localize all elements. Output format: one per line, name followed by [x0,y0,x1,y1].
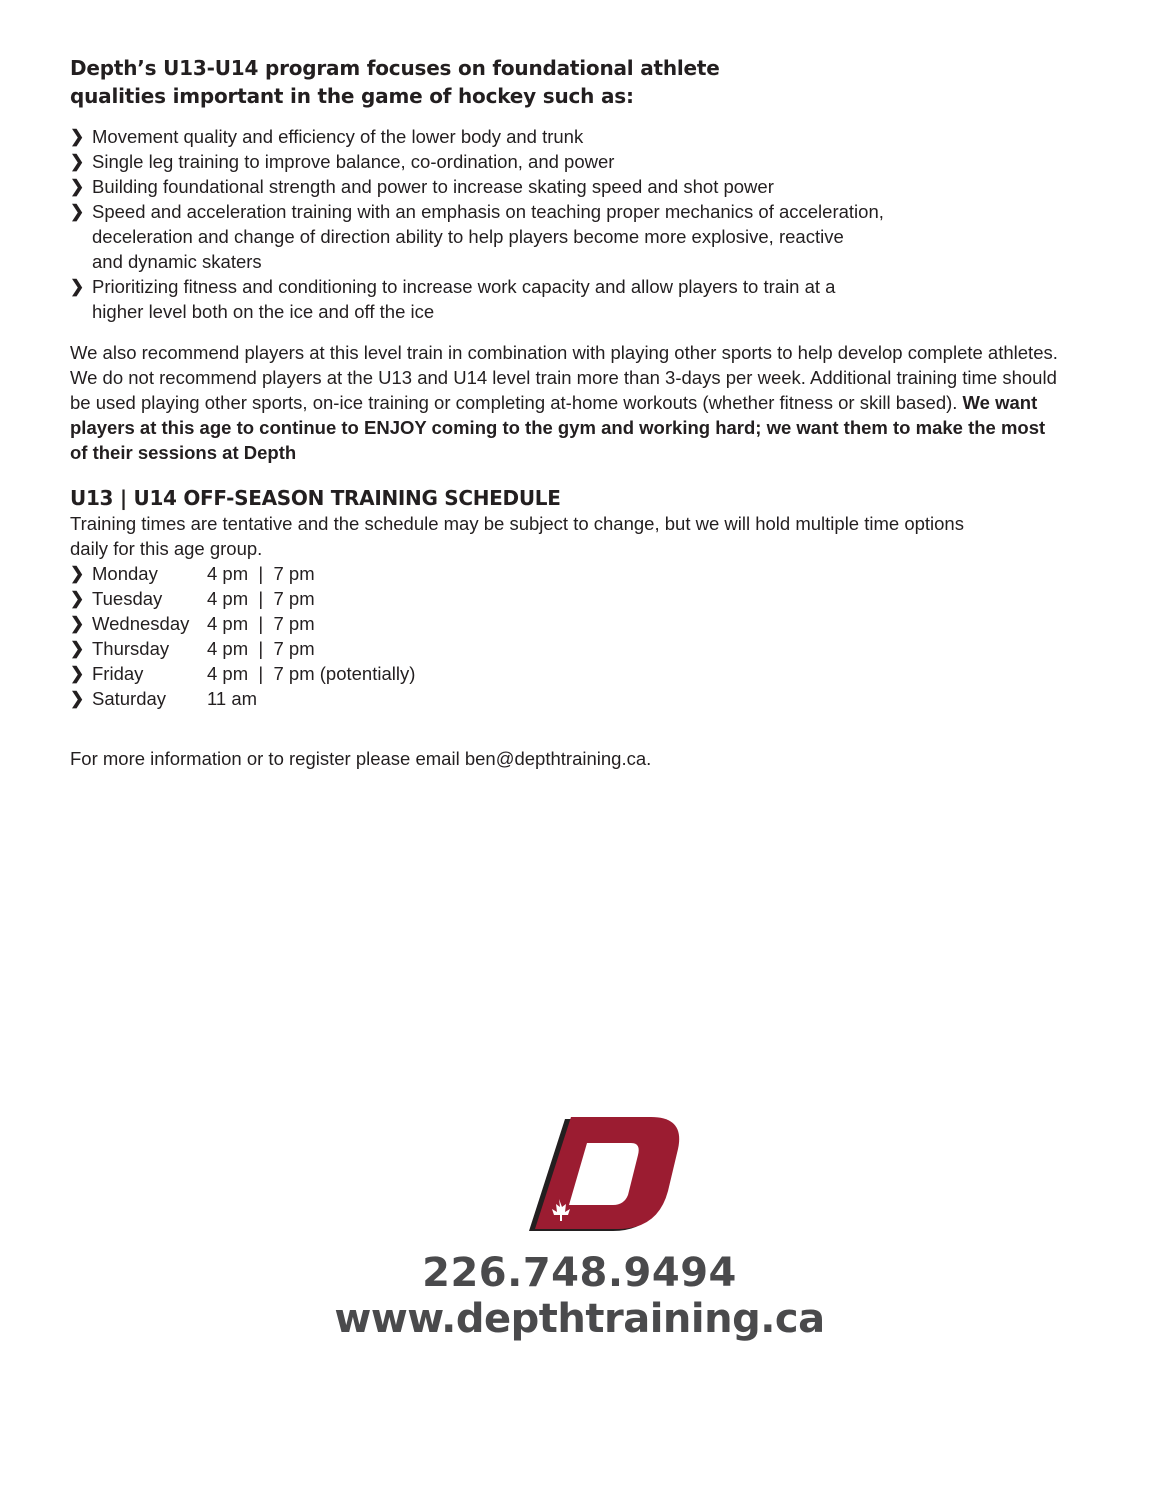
phone-number: 226.748.9494 [422,1250,737,1296]
emphasis-text: We want [962,392,1038,413]
chevron-right-icon: ❯ [70,202,85,221]
contact-line: For more information or to register please email ben@depthtraining.ca. [70,748,652,769]
schedule-day: Tuesday [92,588,163,609]
qualities-list [70,124,1100,324]
document-body [70,54,1100,771]
schedule-times: 4 pm | 7 pm [207,563,315,584]
chevron-right-icon: ❯ [70,127,85,146]
chevron-right-icon: ❯ [70,689,85,708]
schedule-times: 4 pm | 7 pm [207,613,315,634]
schedule-day: Thursday [92,638,170,659]
recommendation-paragraph: We also recommend players at this level train in combination with playing other sports to help develop complete athletes. We do not recommend players at the U13 and U14 level train more than 3-days per week. Additional training time should be used playing other sports, on-ice training or completing at-home workouts (whether fitness or skill based). We want players at this age to continue to ENJOY coming to the gym and working hard; we want them to make the most of their sessions at Depth [70,342,1058,463]
emphasis-text: of their sessions at Depth [70,442,297,463]
website-url: www.depthtraining.ca [334,1296,825,1342]
schedule-times: 4 pm | 7 pm [207,638,315,659]
schedule-day: Monday [92,563,158,584]
schedule-row [70,636,1100,661]
chevron-right-icon: ❯ [70,564,85,583]
intro-heading-line1: Depth’s U13-U14 program focuses on foundational athlete [70,56,720,80]
chevron-right-icon: ❯ [70,177,85,196]
schedule-day: Wednesday [92,613,190,634]
schedule-day: Saturday [92,688,167,709]
intro-heading-line2: qualities important in the game of hockey such as: [70,84,634,108]
schedule-day: Friday [92,663,144,684]
schedule-times: 4 pm | 7 pm (potentially) [207,663,416,684]
chevron-right-icon: ❯ [70,589,85,608]
list-item: ❯ Movement quality and efficiency of the lower body and trunk [70,126,584,147]
list-item: ❯ Prioritizing fitness and conditioning to increase work capacity and allow players to train at a higher level both on the ice and off the ice [70,276,836,322]
list-item: ❯ Speed and acceleration training with an emphasis on teaching proper mechanics of acceleration, deceleration and change of direction ability to help players become more explosive, reactive and dynamic skaters [70,201,884,272]
schedule-times: 11 am [207,688,258,709]
depth-logo [527,1117,685,1233]
schedule-row [70,561,1100,586]
chevron-right-icon: ❯ [70,614,85,633]
intro-heading [70,54,1100,110]
list-item: ❯ Single leg training to improve balance, co-ordination, and power [70,151,615,172]
schedule-list [70,561,1100,711]
schedule-times: 4 pm | 7 pm [207,588,315,609]
chevron-right-icon: ❯ [70,277,85,296]
schedule-title: U13 | U14 OFF-SEASON TRAINING SCHEDULE [70,486,561,510]
list-item: ❯ Building foundational strength and power to increase skating speed and shot power [70,176,774,197]
schedule-note: Training times are tentative and the schedule may be subject to change, but we will hold multiple time options daily for this age group. [70,513,964,559]
chevron-right-icon: ❯ [70,664,85,683]
chevron-right-icon: ❯ [70,152,85,171]
schedule-row [70,661,1100,686]
emphasis-text: players at this age to continue to ENJOY coming to the gym and working hard; we want them to make the most [70,417,1046,438]
chevron-right-icon: ❯ [70,639,85,658]
schedule-row [70,686,1100,711]
depth-d-logo-icon [527,1117,685,1233]
schedule-row [70,611,1100,636]
schedule-row [70,586,1100,611]
